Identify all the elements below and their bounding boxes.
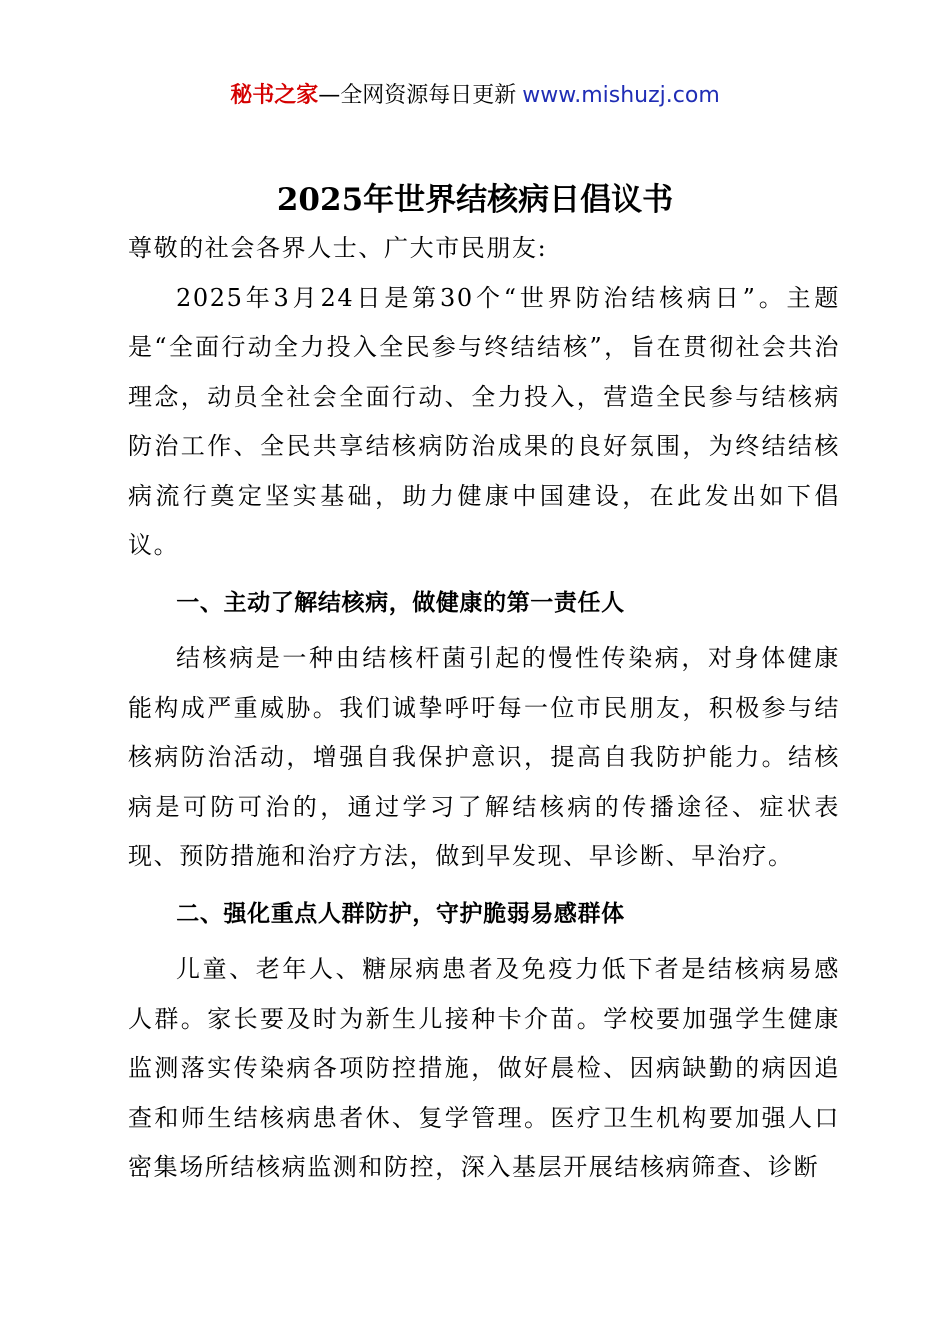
document-title: 2025年世界结核病日倡议书 [276, 182, 674, 218]
section-heading-1: 一、主动了解结核病，做健康的第一责任人 [176, 589, 625, 616]
site-header [0, 80, 950, 112]
section-body-2: 儿童、老年人、糖尿病患者及免疫力低下者是结核病易感人群。家长要及时为新生儿接种卡介苗。学校要加强学生健康监测落实传染病各项防控措施，做好晨检、因病缺勤的病因追查和师生结核病患者休、复学管理。医疗卫生机构要加强人口密集场所结核病监测和防控，深入基层开展结核病筛查、诊断 [128, 955, 840, 1181]
site-url-link[interactable]: www.mishuzj.com [522, 83, 720, 108]
greeting: 尊敬的社会各界人士、广大市民朋友: [128, 234, 548, 262]
site-slogan: —全网资源每日更新 [318, 83, 517, 108]
section-heading-2: 二、强化重点人群防护，守护脆弱易感群体 [176, 900, 625, 927]
intro-paragraph: 2025年3月24日是第30个“世界防治结核病日”。主题是“全面行动全力投入全民参与终结结核”，旨在贯彻社会共治理念，动员全社会全面行动、全力投入，营造全民参与结核病防治工作、全民共享结核病防治成果的良好氛围，为终结结核病流行奠定坚实基础，助力健康中国建设，在此发出如下倡议。 [128, 283, 840, 559]
site-brand: 秘书之家 [230, 83, 319, 108]
document-body [128, 224, 840, 1193]
section-body-1: 结核病是一种由结核杆菌引起的慢性传染病，对身体健康能构成严重威胁。我们诚挚呼吁每一位市民朋友，积极参与结核病防治活动，增强自我保护意识，提高自我防护能力。结核病是可防可治的，通过学习了解结核病的传播途径、症状表现、预防措施和治疗方法，做到早发现、早诊断、早治疗。 [128, 644, 840, 870]
